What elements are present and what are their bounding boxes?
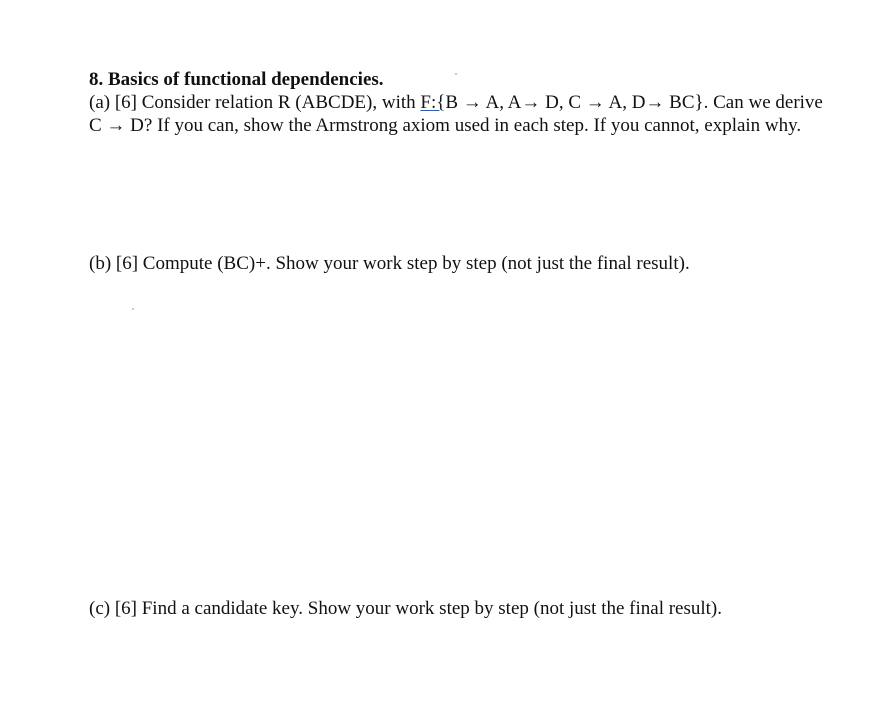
fd-set-rest: B → A, A→ D, C → A, D→ BC}. Can we derive <box>445 92 823 113</box>
fd-set-link[interactable]: F:{ <box>420 92 446 113</box>
stray-mark <box>455 73 457 75</box>
part-c-text: (c) [6] Find a candidate key. Show your work step by step (not just the final result). <box>89 598 723 619</box>
question-title: 8. Basics of functional dependencies. <box>89 69 384 90</box>
part-a-line-2: C → D? If you can, show the Armstrong axiom used in each step. If you cannot, explain why. <box>89 115 802 136</box>
part-a-prefix: (a) [6] Consider relation R (ABCDE), with <box>89 92 421 113</box>
stray-mark <box>132 308 134 310</box>
part-a-line-1 <box>89 91 823 114</box>
part-b-text: (b) [6] Compute (BC)+. Show your work step by step (not just the final result). <box>89 253 690 274</box>
